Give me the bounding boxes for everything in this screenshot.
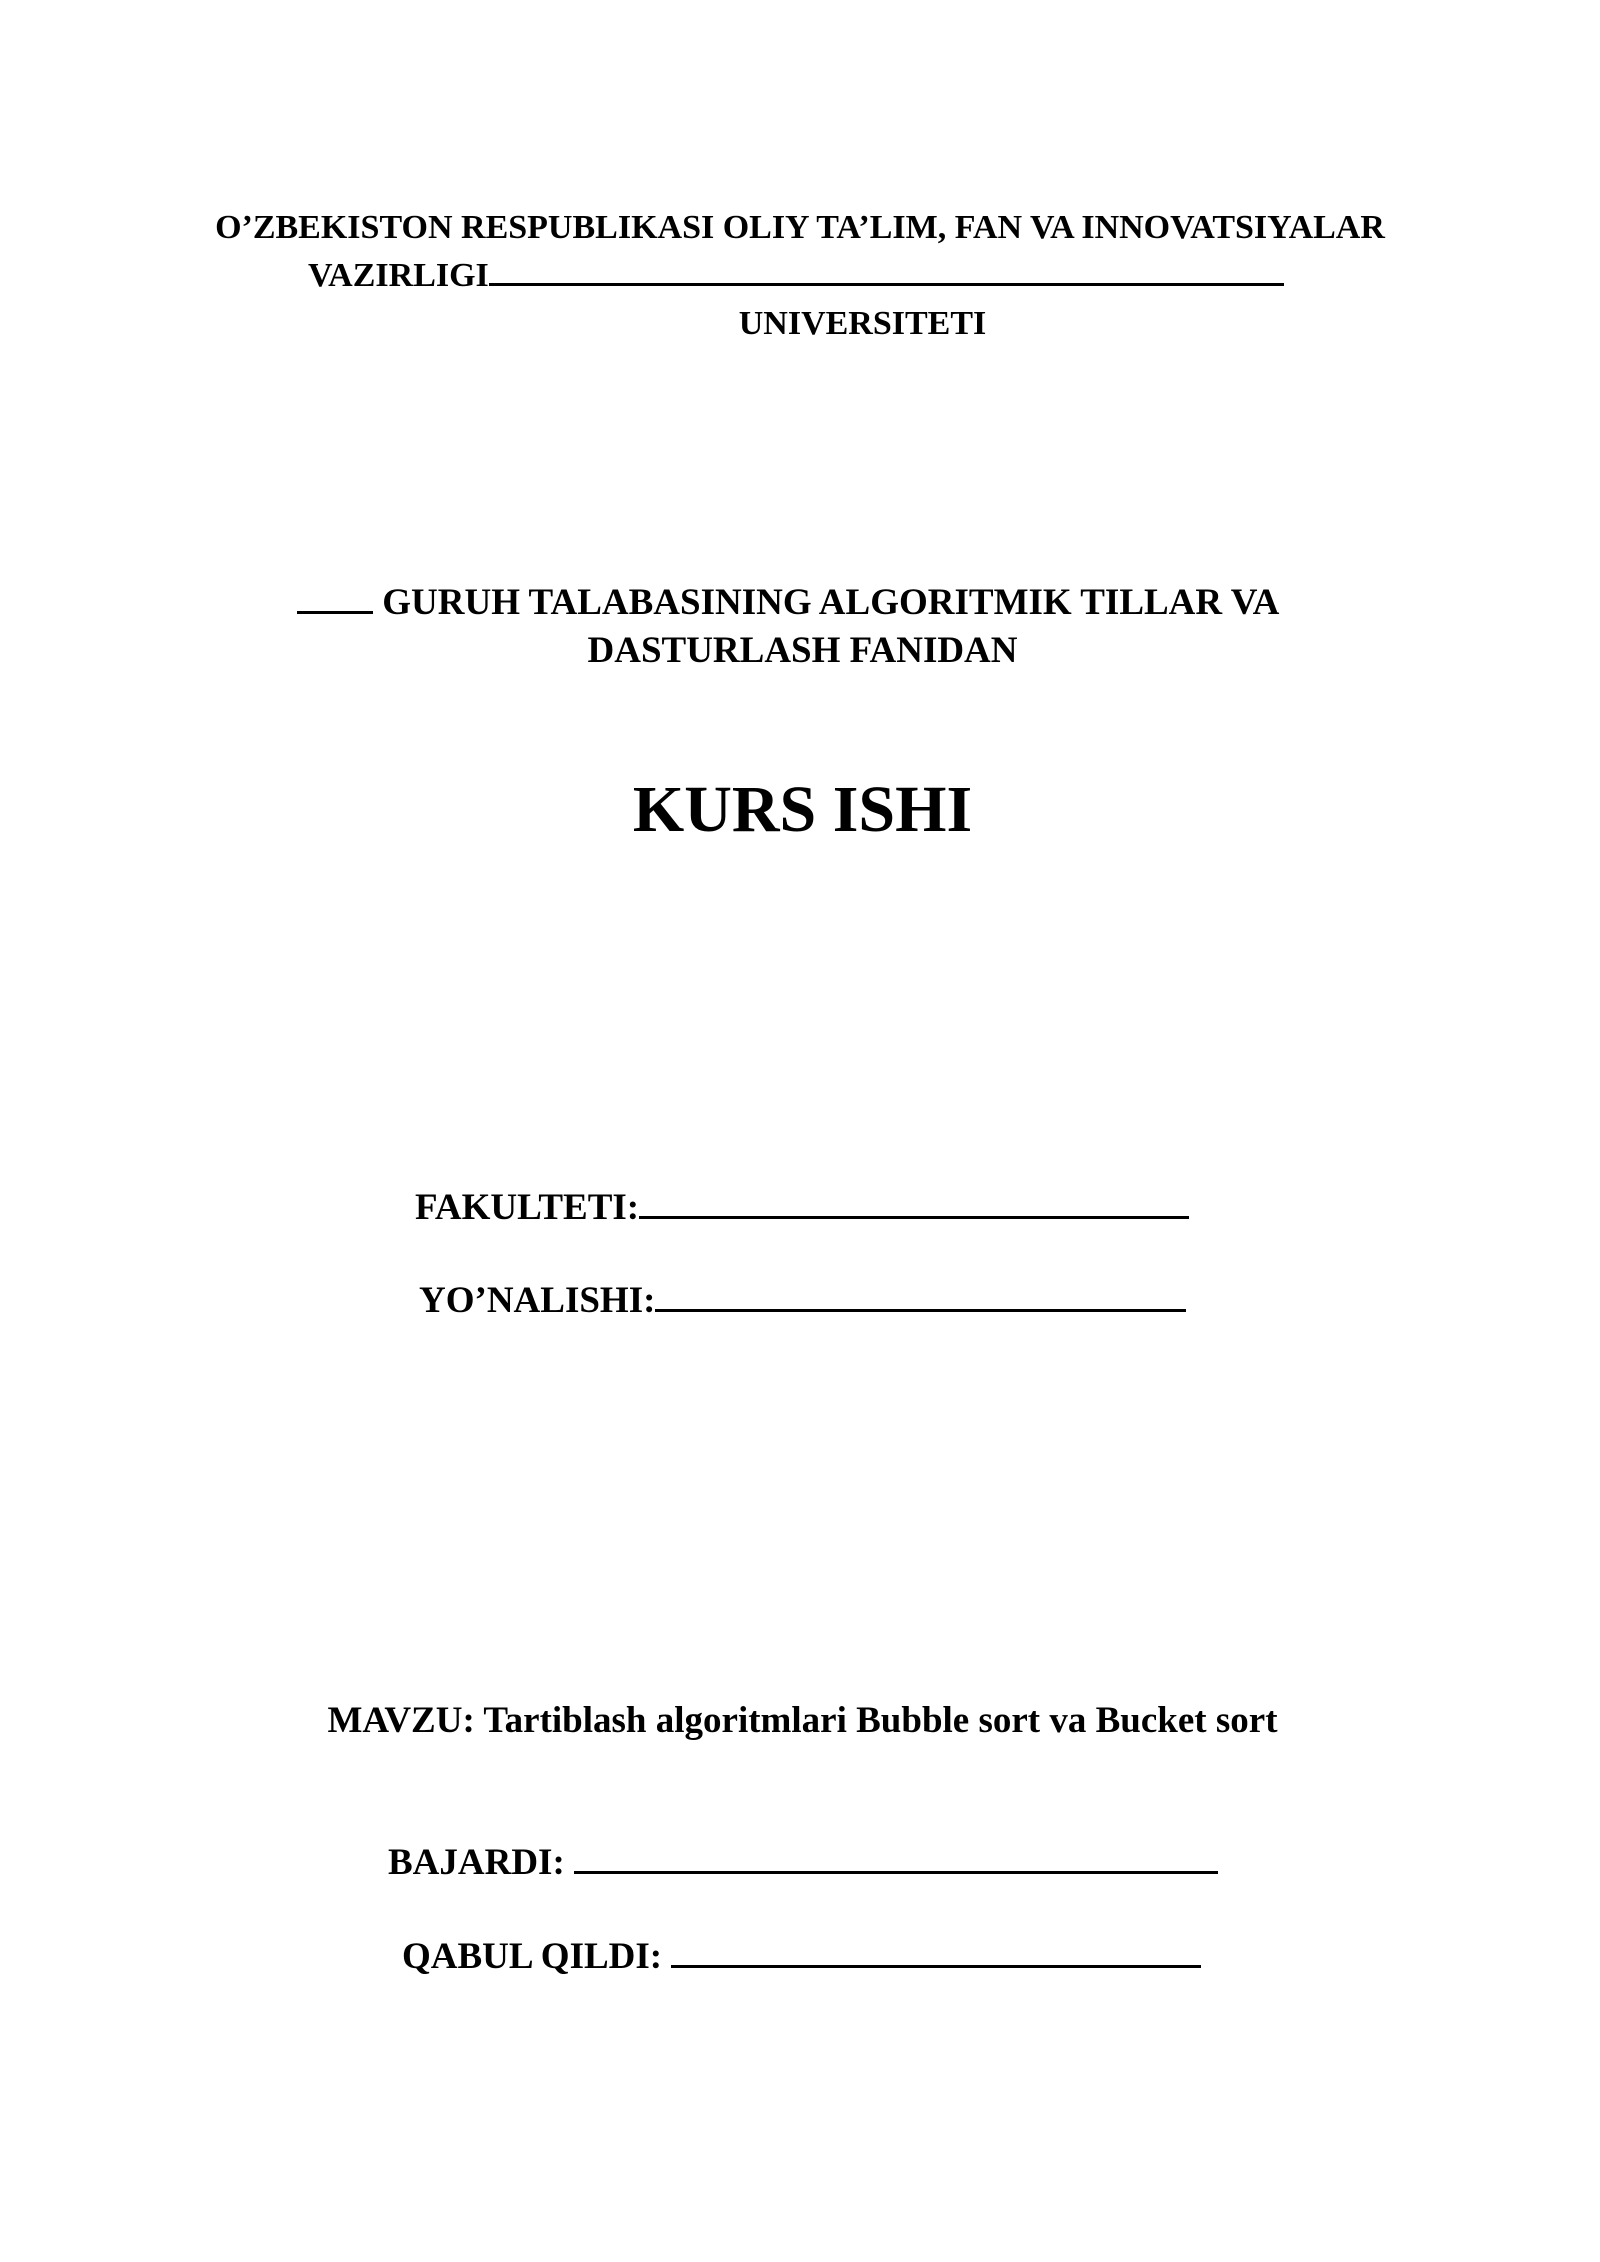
ministry-heading [0,206,1600,250]
subject-line-text: DASTURLASH FANIDAN [587,630,1018,671]
direction-label: YO’NALISHI: [419,1280,656,1321]
direction-field [419,1278,1186,1324]
topic-line [0,1698,1600,1744]
faculty-blank [639,1215,1189,1219]
completed-by-field [388,1840,1218,1886]
document-title-text: KURS ISHI [632,773,973,846]
accepted-by-blank [671,1964,1201,1968]
university-heading-text: UNIVERSITETI [738,305,987,342]
document-title [0,770,1600,850]
accepted-by-field [402,1934,1201,1980]
direction-blank [655,1308,1186,1312]
faculty-label: FAKULTETI: [415,1187,640,1228]
group-number-blank [297,610,373,614]
ministry-heading-line2-text: VAZIRLIGI [308,257,489,294]
ministry-heading-line2 [308,254,1284,298]
university-name-blank [489,282,1284,286]
university-heading [0,302,1600,346]
completed-by-blank [574,1870,1218,1874]
group-line [297,580,1279,626]
subject-line [0,628,1600,674]
group-line-text: GURUH TALABASINING ALGORITMIK TILLAR VA [382,582,1280,623]
ministry-heading-text: O’ZBEKISTON RESPUBLIKASI OLIY TA’LIM, FAN VA INNOVATSIYALAR [215,209,1385,246]
accepted-by-label: QABUL QILDI: [402,1936,663,1977]
completed-by-label: BAJARDI: [388,1842,565,1883]
topic-text: MAVZU: Tartiblash algoritmlari Bubble sort va Bucket sort [327,1700,1278,1741]
faculty-field [415,1185,1189,1231]
